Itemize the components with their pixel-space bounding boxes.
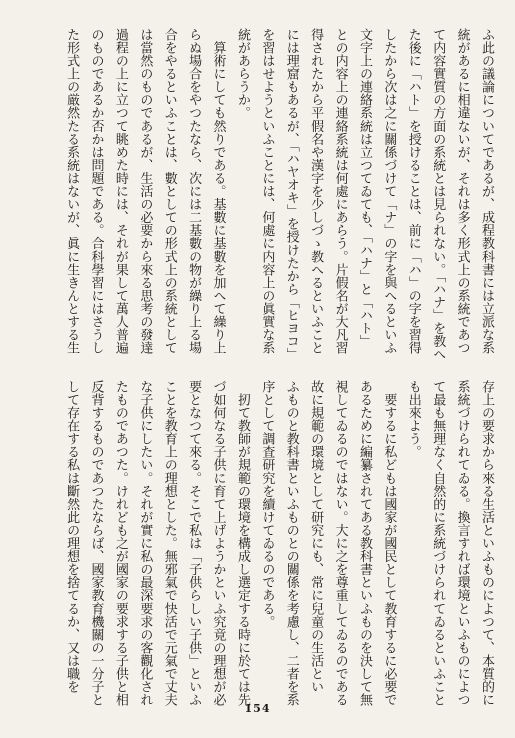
text-line: を習はせようといふことには、何處に内容上の眞實な系 xyxy=(259,28,275,355)
text-line: 反背するものであつたならば、國家教育機關の一分子と xyxy=(88,380,104,707)
text-line: のものであるか否かは問題である。合科學習にはさうし xyxy=(88,28,104,355)
text-line: したから次は之に關係づけて「ナ」の字を與へるといふ xyxy=(381,28,397,355)
text-line: たものであつた。けれども之が國家の要求する子供と相 xyxy=(112,380,128,707)
text-line: 算術にしても然りである。基數に基數を加へて繰り上 xyxy=(210,28,226,355)
text-line: 得されたから平假名や漢字を少しづゝ教へるといふこと xyxy=(308,28,324,355)
text-line: ことを教育上の理想とした。無邪氣で快活で元氣で丈夫 xyxy=(161,380,177,707)
text-line: して存在する私は斷然此の理想を捨てるか、又は職を xyxy=(64,380,80,694)
text-line: て最も無理なく自然的に系統づけられてゐるといふこと xyxy=(430,380,446,707)
page-number: 154 xyxy=(244,702,271,715)
text-line: あるために編纂されてある教科書といふものを決して無 xyxy=(356,380,372,707)
text-line: 序として調査研究を續けてゐるのである。 xyxy=(259,380,275,628)
upper-text-block xyxy=(10,28,498,366)
text-line: も出來よう。 xyxy=(405,380,421,459)
text-line: 視してゐるのではない。大に之を尊重してゐるのである xyxy=(332,380,348,707)
text-line: 合をやるといふことは、數としての形式上の系統として xyxy=(161,28,177,355)
text-line: た形式上の厳然たる系統はないが、眞に生きんとする生 xyxy=(64,28,80,355)
text-line: 要となつて來る。そこで私は「子供らしい子供」といふ xyxy=(186,380,202,707)
text-line: 系統づけられてゐる。換言すれば環境といふものによつ xyxy=(454,380,470,707)
lower-text-block xyxy=(10,380,498,718)
text-line: た後に「ハト」を授けることは、前に「ハ」の字を習得 xyxy=(405,28,421,355)
text-line: づ如何なる子供に育て上げようかといふ究竟の理想が必 xyxy=(210,380,226,707)
text-line: は當然のものであるが、生活の必要から來る思考の發達 xyxy=(137,28,153,355)
text-line: ふものと教科書といふものとの關係を考慮し、二者を系 xyxy=(283,380,299,707)
text-line: ふ此の議論についてであるが、成程教科書には立派な系 xyxy=(479,28,494,355)
text-line: 存上の要求から來る生活といふものによつて、本質的に xyxy=(479,380,494,707)
text-line: 故に規範の環境として研究にも、常に兒童の生活とい xyxy=(308,380,324,694)
text-line: 統があらうか。 xyxy=(234,28,250,120)
text-line: て内容實質の方面の系統とは見られない。「ハナ」を教へ xyxy=(430,28,446,361)
text-line: 文字上の連絡系統は立つてゐても、「ハナ」と「ハト」 xyxy=(356,28,372,348)
text-line: 要するに私どもは國家が國民として教育するに必要で xyxy=(381,380,397,707)
text-line: らぬ場合をやつたなら、次には二基數の物が繰り上る場 xyxy=(186,28,202,355)
text-line: な子供にしたい。それが實に私の最深要求の客觀化され xyxy=(137,380,153,707)
text-line: との内容上の連絡系統は何處にあらう。片假名が大凡習 xyxy=(332,28,348,355)
text-line: 過程の上に立つて眺めた時には、それが果して萬人普遍 xyxy=(112,28,128,355)
text-line: 扨て教師が規範の環境を構成し選定する時に於ては先 xyxy=(234,380,250,707)
text-line: には理窟もあるが、「ハヤオキ」を授けたから「ヒヨコ」 xyxy=(283,28,299,361)
text-line: 統があるに相違ないが、それは多く形式上の系統であつ xyxy=(454,28,470,355)
